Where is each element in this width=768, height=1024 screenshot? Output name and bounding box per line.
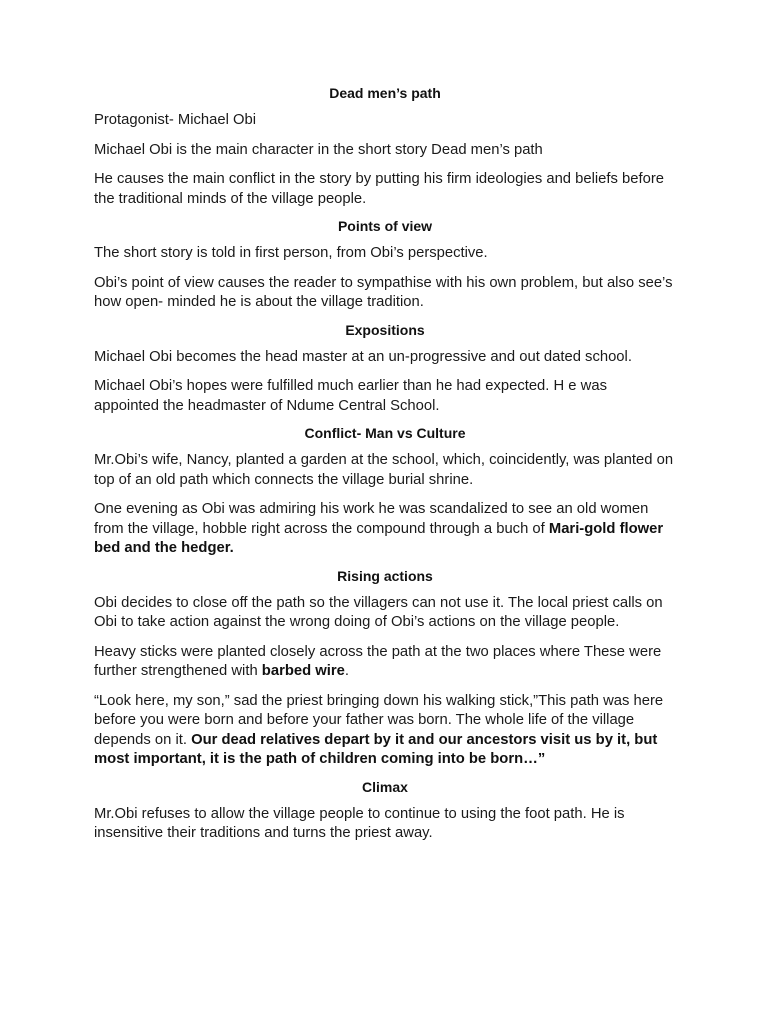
expositions-paragraph-1: Michael Obi becomes the head master at an un-progressive and out dated school. [94, 348, 632, 365]
heading-points-of-view: Points of view [337, 218, 433, 234]
rising-p2-text: Heavy sticks were planted closely across the path at the two places where These were further strengthened with [94, 643, 662, 679]
conflict-p2-end: . [229, 540, 234, 556]
heading-rising-actions: Rising actions [337, 567, 433, 584]
rising-p3-text: “Look here, my son,” sad the priest bringing down his walking stick,”This path was here before you were born and before your father was born. The whole life of the village depends on it. [94, 692, 664, 748]
rising-paragraph-2 [94, 643, 676, 682]
conflict-paragraph-1: Mr.Obi’s wife, Nancy, planted a garden at the school, which, coincidently, was planted on top of an old path which connects the village burial shrine. [94, 452, 674, 488]
rising-paragraph-1: Obi decides to close off the path so the villagers can not use it. The local priest calls on Obi to take action against the wrong doing of Obi’s actions on the village people. [94, 594, 663, 630]
rising-p3-bold: Our dead relatives depart by it and our ancestors visit us by it, but most important, it is the path of children coming into be born…” [94, 731, 658, 767]
intro-paragraph-1: Michael Obi is the main character in the short story Dead men’s path [94, 141, 543, 158]
expositions-paragraph-2: Michael Obi’s hopes were fulfilled much earlier than he had expected. H e was appointed the headmaster of Ndume Central School. [94, 378, 607, 414]
heading-expositions: Expositions [345, 321, 425, 338]
document-page [94, 84, 676, 844]
rising-p2-end: . [344, 663, 349, 679]
pov-paragraph-1: The short story is told in first person, from Obi’s perspective. [94, 245, 488, 261]
conflict-p2-bold: Mari-gold flower bed and the hedger [94, 520, 664, 556]
intro-paragraph-2: He causes the main conflict in the story by putting his firm ideologies and beliefs before the traditional minds of the village people. [94, 171, 664, 207]
heading-conflict: Conflict- Man vs Culture [304, 425, 466, 441]
conflict-p2-text: One evening as Obi was admiring his work he was scandalized to see an old women from the village, hobble right across the compound through a buch of [94, 501, 649, 537]
heading-climax: Climax [362, 778, 408, 795]
climax-paragraph-1: Mr.Obi refuses to allow the village people to continue to using the foot path. He is insensitive their traditions and turns the priest away. [94, 805, 625, 841]
rising-p2-bold: barbed wire [261, 663, 345, 679]
pov-paragraph-2: Obi’s point of view causes the reader to sympathise with his own problem, but also see’s how open- minded he is about the village tradition. [94, 274, 673, 310]
document-title: Dead men’s path [329, 85, 441, 101]
conflict-paragraph-2 [94, 500, 676, 559]
protagonist-line: Protagonist- Michael Obi [94, 112, 257, 128]
rising-paragraph-3 [94, 692, 676, 770]
